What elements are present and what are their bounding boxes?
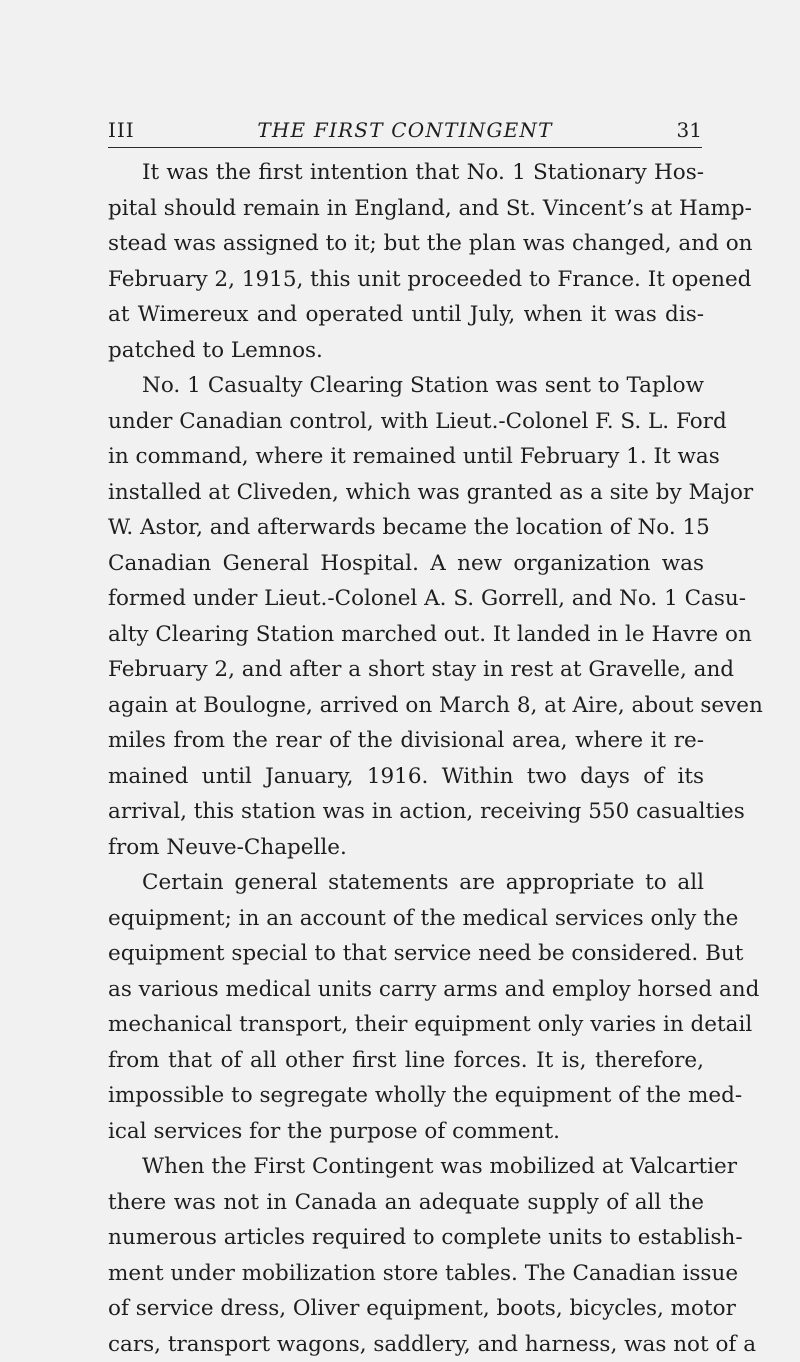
text-line: ment under mobilization store tables. The Canadian issue: [108, 1256, 704, 1292]
text-line: It was the first intention that No. 1 Stationary Hos-: [108, 155, 704, 191]
text-line: W. Astor, and afterwards became the location of No. 15: [108, 510, 704, 546]
paragraph: [108, 1149, 704, 1362]
text-line: cars, transport wagons, saddlery, and harness, was not of a: [108, 1327, 704, 1362]
text-line: miles from the rear of the divisional area, where it re-: [108, 723, 704, 759]
text-line: installed at Cliveden, which was granted as a site by Major: [108, 475, 704, 511]
text-line: of service dress, Oliver equipment, boots, bicycles, motor: [108, 1291, 704, 1327]
text-line: arrival, this station was in action, receiving 550 casualties: [108, 794, 704, 830]
text-line: mained until January, 1916. Within two days of its: [108, 759, 704, 795]
running-header: [108, 117, 702, 148]
text-line: stead was assigned to it; but the plan was changed, and on: [108, 226, 704, 262]
text-line: February 2, and after a short stay in rest at Gravelle, and: [108, 652, 704, 688]
text-line: equipment special to that service need be considered. But: [108, 936, 704, 972]
text-line: from Neuve-Chapelle.: [108, 830, 704, 866]
text-line: mechanical transport, their equipment only varies in detail: [108, 1007, 704, 1043]
running-title: THE FIRST CONTINGENT: [108, 117, 702, 143]
text-line: impossible to segregate wholly the equipment of the med-: [108, 1078, 704, 1114]
text-line: in command, where it remained until February 1. It was: [108, 439, 704, 475]
chapter-number: III: [108, 117, 135, 143]
text-line: equipment; in an account of the medical services only the: [108, 901, 704, 937]
paragraph: [108, 865, 704, 1149]
paragraph: [108, 368, 704, 865]
text-line: Canadian General Hospital. A new organization was: [108, 546, 704, 582]
text-line: as various medical units carry arms and employ horsed and: [108, 972, 704, 1008]
text-line: patched to Lemnos.: [108, 333, 704, 369]
text-line: pital should remain in England, and St. Vincent’s at Hamp-: [108, 191, 704, 227]
text-line: numerous articles required to complete units to establish-: [108, 1220, 704, 1256]
text-line: at Wimereux and operated until July, when it was dis-: [108, 297, 704, 333]
text-line: there was not in Canada an adequate supply of all the: [108, 1185, 704, 1221]
text-line: again at Boulogne, arrived on March 8, at Aire, about seven: [108, 688, 704, 724]
text-line: alty Clearing Station marched out. It landed in le Havre on: [108, 617, 704, 653]
text-line: No. 1 Casualty Clearing Station was sent to Taplow: [108, 368, 704, 404]
text-line: from that of all other first line forces. It is, therefore,: [108, 1043, 704, 1079]
text-line: ical services for the purpose of comment.: [108, 1114, 704, 1150]
paragraph: [108, 155, 704, 368]
text-line: under Canadian control, with Lieut.-Colonel F. S. L. Ford: [108, 404, 704, 440]
text-line: When the First Contingent was mobilized at Valcartier: [108, 1149, 704, 1185]
text-line: February 2, 1915, this unit proceeded to France. It opened: [108, 262, 704, 298]
body-text: [108, 155, 704, 1362]
text-line: formed under Lieut.-Colonel A. S. Gorrell, and No. 1 Casu-: [108, 581, 704, 617]
page-number: 31: [677, 117, 702, 143]
text-line: Certain general statements are appropriate to all: [108, 865, 704, 901]
